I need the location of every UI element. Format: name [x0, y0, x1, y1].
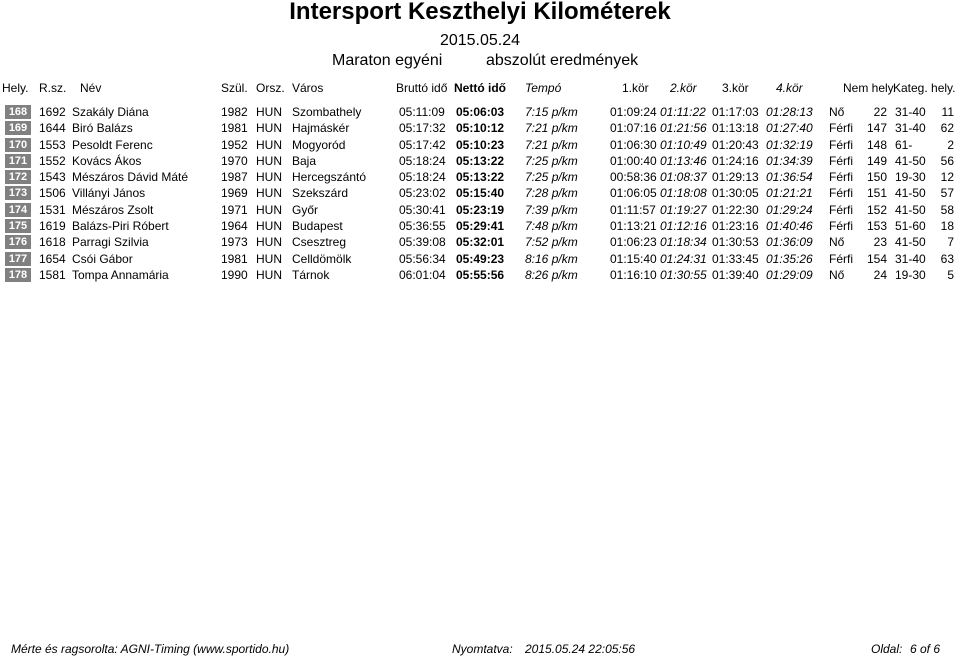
cell-city: Csesztreg — [292, 235, 347, 250]
place-badge: 176 — [5, 235, 31, 249]
place-badge: 171 — [5, 154, 31, 168]
table-row — [0, 137, 960, 153]
cell-lap1: 01:11:57 — [610, 202, 656, 217]
cell-category-place: 56 — [940, 153, 954, 168]
cell-gender-place: 22 — [873, 105, 887, 119]
cell-pace: 7:48 p/km — [525, 219, 578, 234]
cell-rsz: 1654 — [39, 251, 66, 266]
cell-category-place: 58 — [940, 202, 954, 217]
cell-rsz: 1692 — [39, 105, 66, 119]
header-rsz: R.sz. — [39, 81, 67, 95]
cell-net-time: 05:49:23 — [456, 251, 505, 266]
cell-lap2: 01:08:37 — [660, 170, 707, 185]
table-row — [0, 202, 960, 218]
header-orsz: Orsz. — [256, 81, 285, 95]
cell-country: HUN — [256, 219, 282, 234]
subtitle-type: abszolút eredmények — [486, 52, 639, 69]
place-badge: 168 — [5, 105, 31, 119]
footer-printed-label: Nyomtatva: — [452, 642, 513, 656]
cell-lap3: 01:20:43 — [712, 137, 759, 152]
header-kor1: 1.kör — [622, 81, 649, 95]
cell-gross-time: 05:18:24 — [399, 170, 446, 185]
cell-lap1: 01:13:21 — [610, 219, 657, 234]
cell-country: HUN — [256, 251, 282, 266]
cell-net-time: 05:32:01 — [456, 235, 505, 250]
cell-name: Parragi Szilvia — [72, 235, 149, 250]
cell-pace: 7:21 p/km — [525, 121, 578, 136]
cell-gross-time: 05:11:09 — [399, 105, 445, 119]
cell-rsz: 1618 — [39, 235, 66, 250]
cell-city: Hajmáskér — [292, 121, 350, 136]
page-title: Intersport Keszthelyi Kilométerek — [289, 0, 671, 25]
header-nem: Nem hely. — [843, 81, 897, 95]
cell-lap2: 01:12:16 — [660, 219, 707, 234]
cell-city: Tárnok — [292, 267, 330, 282]
cell-category-place: 12 — [940, 170, 954, 185]
cell-category-place: 18 — [940, 219, 954, 234]
cell-lap2: 01:18:08 — [660, 186, 707, 201]
place-badge: 169 — [5, 121, 31, 135]
cell-birth-year: 1970 — [221, 153, 248, 168]
cell-lap4: 01:40:46 — [766, 219, 813, 234]
cell-name: Mészáros Dávid Máté — [72, 170, 189, 185]
table-row — [0, 120, 960, 136]
cell-gross-time: 05:36:55 — [399, 219, 446, 234]
cell-lap1: 01:00:40 — [610, 153, 657, 168]
table-row — [0, 267, 960, 283]
header-nev: Név — [80, 81, 102, 95]
cell-lap2: 01:10:49 — [660, 137, 707, 152]
cell-pace: 7:39 p/km — [525, 202, 578, 217]
cell-category: 41-50 — [895, 153, 926, 168]
cell-lap2: 01:24:31 — [660, 251, 707, 266]
cell-lap4: 01:36:09 — [766, 235, 813, 250]
cell-lap1: 01:15:40 — [610, 251, 657, 266]
cell-gender: Nő — [829, 105, 845, 119]
footer-page-value: 6 of 6 — [910, 642, 941, 656]
event-date: 2015.05.24 — [439, 32, 521, 49]
cell-country: HUN — [256, 202, 282, 217]
cell-country: HUN — [256, 137, 282, 152]
header-kateg: Kateg. hely. — [893, 81, 956, 95]
cell-gender-place: 23 — [873, 235, 887, 250]
cell-category: 31-40 — [895, 121, 926, 136]
cell-birth-year: 1964 — [221, 219, 248, 234]
cell-lap1: 01:06:30 — [610, 137, 657, 152]
cell-birth-year: 1973 — [221, 235, 248, 250]
cell-lap3: 01:29:13 — [712, 170, 759, 185]
cell-gender: Nő — [829, 235, 845, 250]
cell-gender-place: 152 — [866, 202, 887, 217]
cell-gross-time: 05:56:34 — [399, 251, 446, 266]
cell-category-place: 63 — [940, 251, 954, 266]
cell-gross-time: 05:17:42 — [399, 137, 446, 152]
cell-city: Baja — [292, 153, 317, 168]
cell-category-place: 2 — [947, 137, 954, 152]
cell-net-time: 05:15:40 — [456, 186, 505, 201]
table-row — [0, 104, 960, 120]
cell-category: 31-40 — [895, 251, 926, 266]
header-varos: Város — [292, 81, 324, 95]
cell-birth-year: 1987 — [221, 170, 248, 185]
cell-lap4: 01:36:54 — [766, 170, 813, 185]
cell-birth-year: 1952 — [221, 137, 248, 152]
cell-city: Szombathely — [292, 105, 362, 119]
cell-gross-time: 06:01:04 — [399, 267, 446, 282]
cell-name: Tompa Annamária — [72, 267, 169, 282]
cell-category: 41-50 — [895, 202, 926, 217]
header-kor2: 2.kör — [670, 81, 697, 95]
cell-net-time: 05:13:22 — [456, 153, 505, 168]
place-badge: 175 — [5, 219, 31, 233]
cell-rsz: 1543 — [39, 170, 66, 185]
cell-country: HUN — [256, 267, 282, 282]
cell-lap3: 01:24:16 — [712, 153, 759, 168]
cell-gender-place: 147 — [866, 121, 887, 136]
table-row — [0, 251, 960, 267]
cell-category-place: 11 — [941, 105, 954, 119]
cell-net-time: 05:06:03 — [456, 105, 505, 119]
cell-gender-place: 150 — [866, 170, 887, 185]
cell-net-time: 05:23:19 — [456, 202, 505, 217]
cell-lap1: 01:06:05 — [610, 186, 657, 201]
cell-category-place: 5 — [947, 267, 954, 282]
cell-rsz: 1644 — [39, 121, 66, 136]
cell-lap3: 01:33:45 — [712, 251, 759, 266]
cell-gender: Férfi — [829, 186, 853, 201]
cell-country: HUN — [256, 121, 282, 136]
footer-credit: Mérte és ragsorolta: AGNI-Timing (www.sportido.hu) — [11, 642, 290, 656]
cell-birth-year: 1990 — [221, 267, 248, 282]
cell-lap1: 01:06:23 — [610, 235, 657, 250]
cell-gender-place: 24 — [873, 267, 887, 282]
cell-pace: 7:21 p/km — [525, 137, 578, 152]
cell-city: Szekszárd — [292, 186, 349, 201]
cell-lap2: 01:30:55 — [660, 267, 707, 282]
cell-net-time: 05:13:22 — [456, 170, 505, 185]
cell-gender: Férfi — [829, 202, 853, 217]
cell-birth-year: 1981 — [221, 121, 248, 136]
cell-gross-time: 05:39:08 — [399, 235, 446, 250]
cell-city: Mogyoród — [292, 137, 346, 152]
cell-country: HUN — [256, 105, 282, 119]
cell-net-time: 05:55:56 — [456, 267, 505, 282]
cell-pace: 7:25 p/km — [525, 170, 578, 185]
cell-gender-place: 151 — [866, 186, 887, 201]
table-row — [0, 218, 960, 234]
cell-category: 31-40 — [895, 105, 926, 119]
header-kor3: 3.kör — [722, 81, 749, 95]
cell-rsz: 1552 — [39, 153, 66, 168]
cell-lap3: 01:39:40 — [712, 267, 759, 282]
place-badge: 172 — [5, 170, 31, 184]
cell-country: HUN — [256, 186, 282, 201]
cell-lap4: 01:35:26 — [766, 251, 813, 266]
cell-pace: 7:52 p/km — [525, 235, 578, 250]
cell-lap3: 01:23:16 — [712, 219, 759, 234]
cell-birth-year: 1969 — [221, 186, 248, 201]
results-table — [0, 104, 960, 283]
cell-lap2: 01:21:56 — [660, 121, 707, 136]
cell-birth-year: 1971 — [221, 202, 248, 217]
cell-name: Szakály Diána — [72, 105, 149, 119]
cell-name: Biró Balázs — [72, 121, 133, 136]
place-badge: 174 — [5, 203, 31, 217]
place-badge: 173 — [5, 186, 31, 200]
cell-lap3: 01:13:18 — [712, 121, 759, 136]
header-netto: Nettó idő — [454, 81, 506, 95]
cell-pace: 8:16 p/km — [525, 251, 578, 266]
cell-lap4: 01:21:21 — [766, 186, 813, 201]
cell-name: Pesoldt Ferenc — [72, 137, 153, 152]
cell-birth-year: 1982 — [221, 105, 248, 119]
cell-city: Budapest — [292, 219, 343, 234]
cell-lap4: 01:28:13 — [766, 105, 813, 119]
cell-gender-place: 154 — [866, 251, 887, 266]
place-badge: 178 — [5, 268, 31, 282]
cell-lap4: 01:34:39 — [766, 153, 813, 168]
header-brutto: Bruttó idő — [396, 81, 448, 95]
cell-gender: Férfi — [829, 153, 853, 168]
cell-category: 61- — [895, 137, 913, 152]
cell-pace: 7:28 p/km — [525, 186, 578, 201]
cell-gender: Férfi — [829, 137, 853, 152]
cell-birth-year: 1981 — [221, 251, 248, 266]
cell-rsz: 1553 — [39, 137, 66, 152]
cell-rsz: 1531 — [39, 202, 66, 217]
cell-lap1: 01:07:16 — [610, 121, 657, 136]
cell-lap4: 01:29:24 — [766, 202, 813, 217]
cell-gender: Nő — [829, 267, 845, 282]
cell-category: 19-30 — [895, 267, 926, 282]
cell-net-time: 05:10:12 — [456, 121, 505, 136]
cell-gross-time: 05:30:41 — [399, 202, 446, 217]
cell-country: HUN — [256, 235, 282, 250]
cell-country: HUN — [256, 153, 282, 168]
cell-rsz: 1581 — [39, 267, 66, 282]
cell-gender: Férfi — [829, 219, 853, 234]
cell-gender-place: 148 — [866, 137, 887, 152]
cell-category-place: 57 — [940, 186, 954, 201]
header-kor4: 4.kör — [776, 81, 803, 95]
cell-lap2: 01:11:22 — [660, 105, 706, 119]
table-row — [0, 185, 960, 201]
cell-category: 19-30 — [895, 170, 926, 185]
cell-gross-time: 05:18:24 — [399, 153, 446, 168]
cell-lap2: 01:13:46 — [660, 153, 707, 168]
cell-lap3: 01:30:05 — [712, 186, 759, 201]
cell-name: Mészáros Zsolt — [72, 202, 154, 217]
cell-category: 41-50 — [895, 235, 926, 250]
cell-category: 51-60 — [895, 219, 926, 234]
table-row — [0, 153, 960, 169]
cell-gross-time: 05:23:02 — [399, 186, 446, 201]
place-badge: 177 — [5, 252, 31, 266]
header-hely: Hely. — [2, 81, 29, 95]
cell-lap1: 01:09:24 — [610, 105, 657, 119]
cell-rsz: 1619 — [39, 219, 66, 234]
cell-lap1: 01:16:10 — [610, 267, 657, 282]
cell-name: Csói Gábor — [72, 251, 133, 266]
header-szul: Szül. — [221, 81, 248, 95]
cell-name: Kovács Ákos — [72, 153, 142, 168]
cell-category: 41-50 — [895, 186, 926, 201]
cell-city: Celldömölk — [292, 251, 352, 266]
cell-pace: 7:25 p/km — [525, 153, 578, 168]
cell-lap4: 01:27:40 — [766, 121, 813, 136]
table-row — [0, 234, 960, 250]
cell-gross-time: 05:17:32 — [399, 121, 446, 136]
cell-country: HUN — [256, 170, 282, 185]
cell-lap3: 01:17:03 — [712, 105, 759, 119]
cell-lap3: 01:22:30 — [712, 202, 759, 217]
cell-category-place: 7 — [947, 235, 954, 250]
cell-gender: Férfi — [829, 121, 853, 136]
cell-lap3: 01:30:53 — [712, 235, 759, 250]
cell-lap2: 01:19:27 — [660, 202, 707, 217]
cell-lap4: 01:29:09 — [766, 267, 813, 282]
cell-lap1: 00:58:36 — [610, 170, 657, 185]
cell-lap2: 01:18:34 — [660, 235, 707, 250]
place-badge: 170 — [5, 138, 31, 152]
cell-city: Győr — [292, 202, 319, 217]
cell-pace: 8:26 p/km — [525, 267, 578, 282]
cell-gender: Férfi — [829, 251, 853, 266]
cell-gender-place: 149 — [866, 153, 887, 168]
header-tempo: Tempó — [525, 81, 562, 95]
cell-name: Villányi János — [72, 186, 146, 201]
cell-city: Hercegszántó — [292, 170, 367, 185]
cell-pace: 7:15 p/km — [525, 105, 578, 119]
cell-name: Balázs-Piri Róbert — [72, 219, 169, 234]
footer-page-label: Oldal: — [871, 642, 903, 656]
cell-gender-place: 153 — [866, 219, 887, 234]
cell-net-time: 05:10:23 — [456, 137, 505, 152]
cell-lap4: 01:32:19 — [766, 137, 813, 152]
cell-category-place: 62 — [940, 121, 954, 136]
table-row — [0, 169, 960, 185]
footer-printed-value: 2015.05.24 22:05:56 — [525, 642, 636, 656]
cell-net-time: 05:29:41 — [456, 219, 505, 234]
cell-rsz: 1506 — [39, 186, 66, 201]
cell-gender: Férfi — [829, 170, 853, 185]
subtitle-category: Maraton egyéni — [332, 52, 443, 69]
